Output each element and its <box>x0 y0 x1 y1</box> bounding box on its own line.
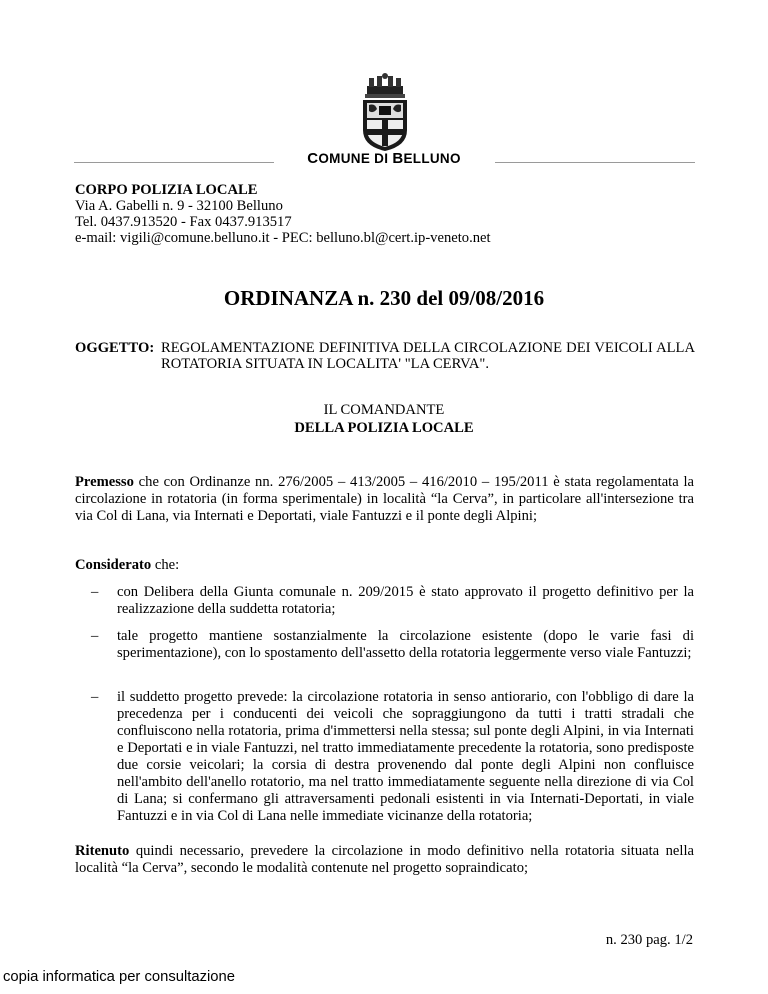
considerato-item-1: con Delibera della Giunta comunale n. 209/2015 è stato approvato il progetto definitivo per la realizzazione della suddetta rotatoria; <box>117 584 694 617</box>
office-email: e-mail: vigili@comune.belluno.it - PEC: belluno.bl@cert.ip-veneto.net <box>75 230 491 246</box>
subject-text: REGOLAMENTAZIONE DEFINITIVA DELLA CIRCOLAZIONE DEI VEICOLI ALLA ROTATORIA SITUATA IN LOCALITA' "LA CERVA". <box>161 340 695 372</box>
considerato-item-3: il suddetto progetto prevede: la circolazione rotatoria in senso antiorario, con l'obbligo di dare la precedenza per i conducenti dei veicoli che sopraggiungono da tutti i tratti stradali che confluiscono nella rotatoria, prima d'immettersi nella stessa; sul ponte degli Alpini, in via Internati e Deportati e in viale Fantuzzi, nel tratto immediatamente precedente la rotatoria, sono predisposte due corsie veicolari; la corsia di destra provenendo dal ponte degli Alpini non confluisce nell'ambito dell'anello rotatorio, ma nel tratto immediatamente seguente nella direzione di via Col di Lana; si confermano gli attraversamenti pedonali esistenti in via Internati-Deportati, in viale Fantuzzi e in via Col di Lana nelle immediate vicinanze della rotatoria; <box>117 689 694 824</box>
coat-of-arms-logo <box>359 72 411 152</box>
office-block <box>75 182 491 246</box>
issuer-line-1: IL COMANDANTE <box>323 402 445 418</box>
premesso-paragraph: Premesso che con Ordinanze nn. 276/2005 – 413/2005 – 416/2010 – 195/2011 è stata regolamentata la circolazione in rotatoria (in forma sperimentale) in località “la Cerva”, in particolare all'intersezione tra via Col di Lana, via Internati e Deportati, viale Fantuzzi e il ponte degli Alpini; <box>75 474 694 524</box>
copy-watermark-text: copia informatica per consultazione <box>3 969 235 985</box>
list-bullet: – <box>91 628 99 644</box>
issuer-line-2: DELLA POLIZIA LOCALE <box>294 420 474 436</box>
office-address: Via A. Gabelli n. 9 - 32100 Belluno <box>75 198 283 214</box>
page-number: n. 230 pag. 1/2 <box>605 932 693 948</box>
ordinance-title: ORDINANZA n. 230 del 09/08/2016 <box>223 286 545 310</box>
list-bullet: – <box>91 689 99 705</box>
ritenuto-paragraph: Ritenuto quindi necessario, prevedere la circolazione in modo definitivo nella rotatoria situata nella località “la Cerva”, secondo le modalità contenute nel progetto sopraindicato; <box>75 843 694 876</box>
subject-label: OGGETTO: <box>75 340 155 356</box>
considerato-item-2: tale progetto mantiene sostanzialmente la circolazione esistente (dopo le varie fasi di sperimentazione), con lo spostamento dell'assetto della rotatoria leggermente verso viale Fantuzzi; <box>117 628 694 661</box>
considerato-heading: Considerato che: <box>75 557 180 573</box>
subject-block <box>75 340 695 372</box>
list-bullet: – <box>91 584 99 600</box>
office-phone: Tel. 0437.913520 - Fax 0437.913517 <box>75 214 292 230</box>
municipality-name: COMUNE DI BELLUNO <box>307 150 461 167</box>
office-name: CORPO POLIZIA LOCALE <box>75 182 258 198</box>
issuer-block <box>0 401 768 437</box>
